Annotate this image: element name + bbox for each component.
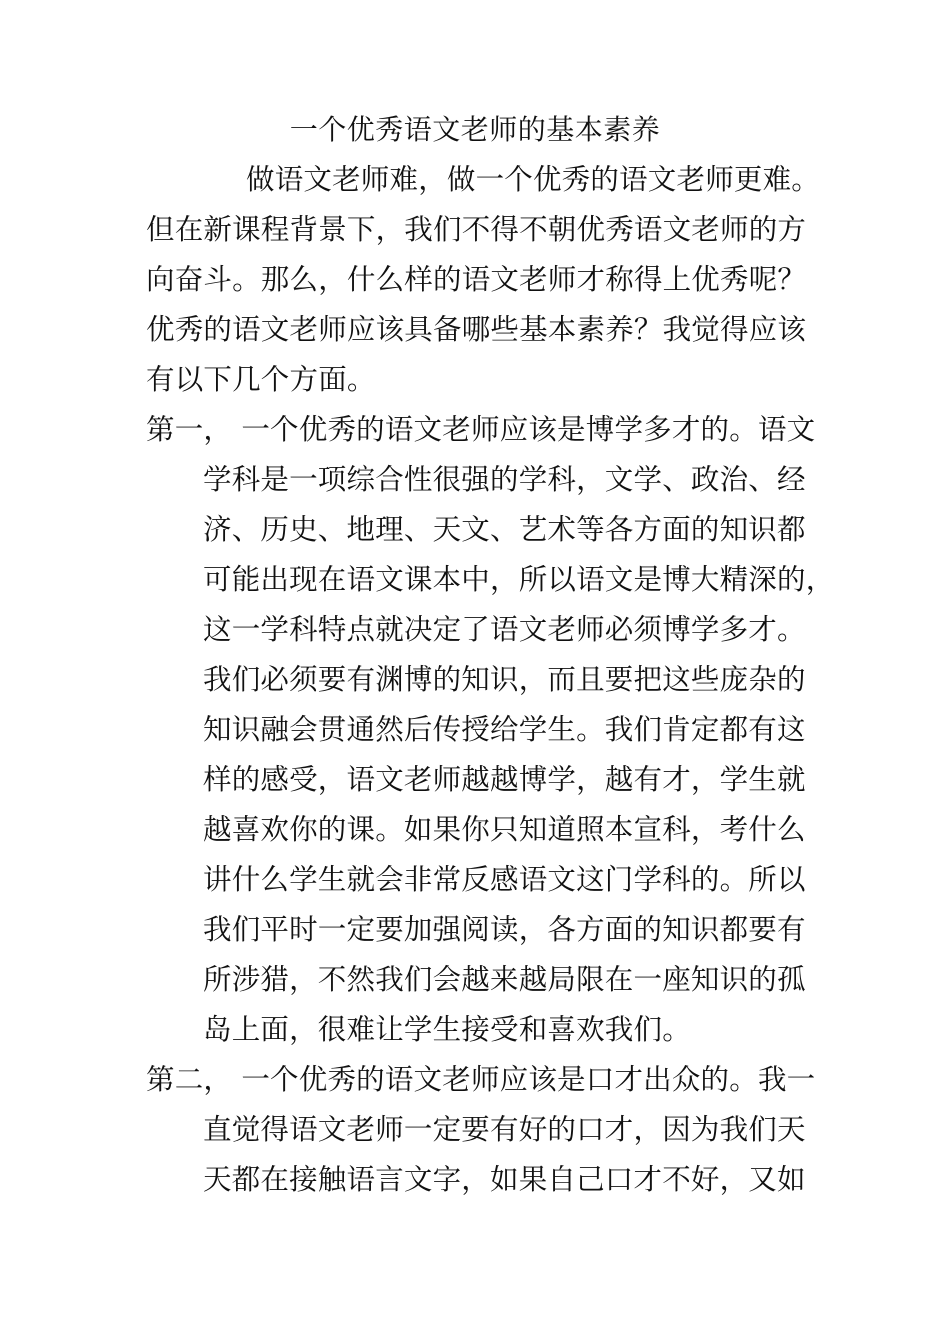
- document-title: 一个优秀语文老师的基本素养: [289, 113, 661, 146]
- point-two-line: 天都在接触语言文字，如果自己口才不好，又如: [203, 1163, 806, 1196]
- point-one-line: 知识融会贯通然后传授给学生。我们肯定都有这: [203, 713, 806, 746]
- point-one-line: 讲什么学生就会非常反感语文这门学科的。所以: [203, 863, 806, 896]
- point-one-line: 岛上面，很难让学生接受和喜欢我们。: [203, 1013, 691, 1046]
- intro-line: 但在新课程背景下，我们不得不朝优秀语文老师的方: [146, 213, 807, 246]
- point-two-heading-line: 第二， 一个优秀的语文老师应该是口才出众的。我一: [146, 1063, 816, 1096]
- intro-line: 优秀的语文老师应该具备哪些基本素养？我觉得应该: [146, 313, 807, 346]
- point-one-line: 这一学科特点就决定了语文老师必须博学多才。: [203, 613, 806, 646]
- point-two-line: 直觉得语文老师一定要有好的口才，因为我们天: [203, 1113, 806, 1146]
- intro-line: 有以下几个方面。: [146, 363, 376, 396]
- point-one-line: 我们必须要有渊博的知识，而且要把这些庞杂的: [203, 663, 806, 696]
- point-one-line: 可能出现在语文课本中，所以语文是博大精深的，: [203, 563, 835, 596]
- point-one-line: 所涉猎，不然我们会越来越局限在一座知识的孤: [203, 963, 806, 996]
- intro-line: 向奋斗。那么，什么样的语文老师才称得上优秀呢？: [146, 263, 807, 296]
- point-one-line: 样的感受，语文老师越越博学，越有才，学生就: [203, 763, 806, 796]
- intro-line: 做语文老师难，做一个优秀的语文老师更难。: [246, 163, 821, 196]
- point-one-line: 越喜欢你的课。如果你只知道照本宣科，考什么: [203, 813, 806, 846]
- point-one-line: 济、历史、地理、天文、艺术等各方面的知识都: [203, 513, 806, 546]
- point-one-heading-line: 第一， 一个优秀的语文老师应该是博学多才的。语文: [146, 413, 816, 446]
- point-one-line: 学科是一项综合性很强的学科，文学、政治、经: [203, 463, 806, 496]
- point-one-line: 我们平时一定要加强阅读，各方面的知识都要有: [203, 913, 806, 946]
